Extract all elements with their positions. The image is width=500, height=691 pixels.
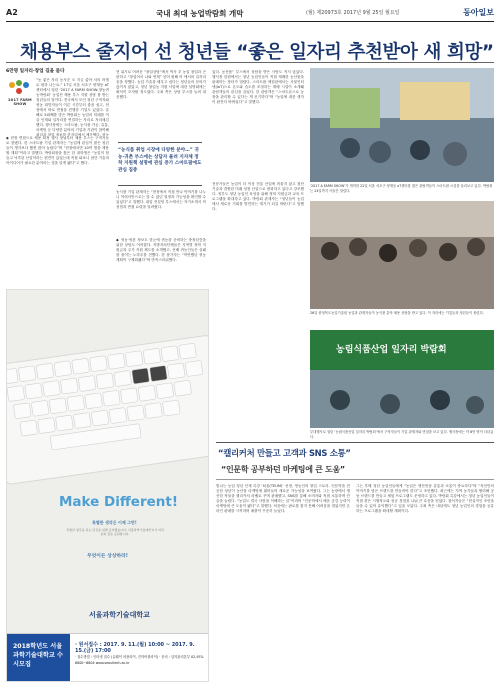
article2-top-rule <box>216 442 494 443</box>
article-paragraph: ◆ 현장 면접으로 채용 확정 행사 첫날부터 채용 부스는 구직자들로 붐볐다. 한 스마트팜 기업 관계자는 “농업에 관심이 많은 청년들이 생각보다 훨씬 많아 놀랐다”며 “현장에서만 10여 명을 채용할 계획”이라고 말했다. 박람회장을 찾은 한 대학생은 “농업이 힘들고 낙후된 산업이라는 편견이 있었는데 직접 와보니 첨단 기술과 아이디어가 필요한 분야라는 것을 알게 됐다”고 했다. <box>6 136 109 165</box>
article-col1-top <box>36 78 109 136</box>
photo-job-fair-banner <box>310 330 494 428</box>
application-dates: · 원서접수 : 2017. 9. 11.(월) 10:00 ~ 2017. 9. 15.(금) 17:00 <box>75 642 195 654</box>
article-col2-bottom <box>116 238 206 283</box>
article-paragraph: 농식품 기업 관계자는 “현장에서 직접 만나 이야기를 나누니 이력서만으로는 알 수 없던 열정과 가능성을 확인할 수 있었다”고 말했다. 취업 컨설팅 부스에서는 자기소개서 작성법과 면접 요령을 알려줬다. <box>116 190 206 209</box>
section-title: 국내 최대 농업박람회 개막 <box>156 9 244 18</box>
university-name: 서울과학기술대학교 <box>89 611 150 619</box>
ad-line-3: 무엇이든 상상하라! <box>87 554 128 559</box>
article-paragraph: ◆ 귀농·귀촌 정보도 한눈에 귀농을 준비하는 중장년층을 위한 상담도 이어졌다. 지방자치단체들은 지역별 정착 지원금과 주거 지원 제도를 소개했고, 선배 귀농인들은 실패를 줄이는 노하우를 전했다. 한 참가자는 “막연했던 귀농 계획이 구체화됐다”며 만족스러워했다. <box>116 238 206 262</box>
article-col2-mid <box>116 190 206 235</box>
newspaper-name: 동아일보 <box>463 8 494 17</box>
photo-smart-farm <box>310 68 494 182</box>
page-header <box>6 6 494 22</box>
article2-col2 <box>356 484 494 682</box>
article-kicker: 6만명 일자리·창업 길을 묻다 <box>6 69 65 74</box>
article-paragraph: 현 위기로 어려운 “창업상담”에서 역사 우 농업 창업과 곤란하고 “창업어서 나와 연계” 넣어 원해 아 에서의 일자리 꿈을 정했다. 농업 기술을 배우고 싶다는 청년들의 문의가 끊이지 않았고, 청년 창업농 지원 사업에 대한 설명회에는 좌석이 모자랄 정도였다. 주최 측은 상담 부스를 늘려 대응했다. <box>116 70 206 99</box>
pull-quote: “농식품 취업 시장에 다양한 분야…” 귀농·귀촌 부스에는 상담자 몰려 지자체 정착 지원책 설명에 관심 증가 스마트팜에도 관심 집중 <box>118 142 202 186</box>
article2-subtitle: “인문학 공부하던 마케팅에 큰 도움” <box>221 465 345 474</box>
farm-show-logo <box>7 80 33 106</box>
article-col2-top <box>116 70 206 140</box>
admission-title-box: 2018학년도 서울과학기술대학교 수시모집 <box>7 634 70 682</box>
photo-caption-1: ‘2017 A FARM SHOW’가 개막한 22일 서울 서초구 양재동 aT센터를 찾은 관람객들이 스마트팜 시설을 둘러보고 있다. 박람회는 24일까지 사흘간 열렸다. <box>310 184 493 193</box>
issue-date: (월) 제20973호 2017년 9월 25일 월요일 <box>306 10 400 16</box>
photo-job-fair-crowd-image <box>310 201 494 309</box>
article-col3-top <box>212 70 304 180</box>
photo-job-fair-crowd <box>310 201 494 309</box>
article-col1-bottom <box>6 136 109 282</box>
article2-title: “캘리커처 만들고 고객과 SNS 소통” <box>218 448 351 458</box>
job-fair-banner-text: 농림식품산업 일자리 박람회 <box>336 345 447 355</box>
article-paragraph: 전문가들은 농업이 더 이상 전통 산업에 머물지 않고 첨단 기술과 결합한 미래 성장 산업으로 변화하고 있다고 강조했다. 정부도 청년 농업인 육성을 위해 정착 지원금과 교육 프로그램을 확대하고 있다. 박람회 관계자는 “청년들이 농업에서 새로운 기회를 발견하는 계기가 되길 바란다”고 말했다. <box>212 182 304 211</box>
article-paragraph: “농 좋은 자리 농사꾼 오 지금 좋아 서의 어엘로 원하 나는요.” 17일 서울 서초구 양재동 aT센터에서 열린 ‘2017 A FARM SHOW-창농귀농박람회’ 농업진 채용 부스 지원 상담 를 받는 청년들의 말이다. 전국에서 모인 청년 구직자와 귀농 희망자들이 이른 시간부터 줄을 섰고, 현장에서 바로 면접을 진행한 기업도 있었다. 올해로 5회째를 맞은 박람회는 농업의 미래를 이끌 인재와 일자리를 연결하는 자리로 자리매김했다. 행사장에는 스마트팜, 농식품 가공, 유통, 마케팅 등 다양한 분야의 기업과 기관이 참여해 취업과 창업 정보를 한자리에서 제공했다. 귀농 <box>36 78 109 136</box>
logo-tag: 2017 FARM SHOW <box>8 98 32 106</box>
photo-smart-farm-image <box>310 68 494 182</box>
main-headline: 채용부스 줄지어 선 청년들 “좋은 일자리 추천받아 새 희망” <box>20 42 494 63</box>
article-col3-bottom <box>212 182 304 282</box>
headline-rule <box>6 62 494 63</box>
article2-col1 <box>216 484 350 682</box>
ad-line-2: 특별한 생각을 하는 당신을 위해 준비했습니다. 서울과학기술대학교가 여러분의 꿈을 응원합니다. <box>66 528 164 537</box>
logo-mark-icon <box>7 80 33 98</box>
page-number: A2 <box>6 8 18 17</box>
application-details: · 접수방법 : 인터넷 접수 (유웨이 어플라이, 진학어플라이) · 문의 : 입학관리본부 02-970-6800~6804 www.seoultech.ac.kr <box>75 655 204 665</box>
admission-info <box>75 642 204 666</box>
article2-bottom-rule <box>216 479 494 480</box>
article2-paragraph: 빛나는 농업 청년 인재 특강 ‘틔움(TEUM)’ 선정, 영농인의 창업 스토리. 인문학을 전공한 청년이 농산물 마케팅에 뛰어들어 새로운 가능성을 보여줬다. 그는 농장에서 생산한 작물을 캘리커처 라벨로 꾸며 판매했고, SNS를 통해 소비자와 직접 소통하며 단골을 늘렸다. “농업도 결국 사람을 이해하는 일”이라며 “인문학에서 배운 공감 능력이 마케팅에 큰 도움이 됐다”고 말했다. 처음에는 판로를 찾지 못해 어려움을 겪었지만 온라인 판매를 시작하며 매출이 꾸준히 늘었다. <box>216 484 350 513</box>
ad-slogan: Make Different! <box>59 494 178 510</box>
university-advertisement <box>6 289 209 682</box>
ad-line-1: 특별한 생각은 이제 그만! <box>92 520 137 525</box>
article-paragraph: 있다. 농산품” 부스에서 상담을 받은 사람도 적지 않았다. 행사장 한편에서는 청년 농업인들이 직접 재배한 농산물을 판매하는 장터가 열렸다. 스마트팜 체험관에서는 사물인터넷(IoT)으로 온도와 습도를 조절하는 재배 시설이 소개돼 관람객들의 관심을 끌었다. 한 관람객은 “스마트폰으로 농장을 관리할 수 있다는 게 신기하다”며 “농업에 대한 생각이 완전히 바뀌었다”고 말했다. <box>212 70 304 104</box>
photo-caption-3: 부대행사로 열린 ‘농림식품산업 일자리 박람회’에서 구직자들이 기업 관계자와 면접을 보고 있다. 행사장에는 약 6만 명이 다녀갔다. <box>310 430 494 439</box>
ad-info-bar <box>7 633 208 681</box>
photo-caption-2: 26일 충청북도농업기술원 농업과 관계자들이 농식품 분야 채용 상담을 받고 있다. 이 자리에는 기업들과 청년들이 몰렸다. <box>310 311 484 315</box>
article2-paragraph: 그는 후배 청년 농업인들에게 “농업은 생산만큼 유통과 소통이 중요하다”며 “자신만의 이야기를 담은 브랜드를 만들어야 한다”고 조언했다. 최근에는 지역 농가들과 협력해 공동 브랜드를 만들고 체험 프로그램도 운영하고 있다. 박람회 특강에서는 청년 농업인들이 직접 겪은 시행착오와 성공 경험을 나눠 큰 호응을 얻었다. 참석자들은 “현실적인 조언을 들을 수 있어 유익했다”고 입을 모았다. 주최 측은 내년에도 청년 농업인의 경험을 공유하는 프로그램을 확대할 계획이다. <box>356 484 494 513</box>
